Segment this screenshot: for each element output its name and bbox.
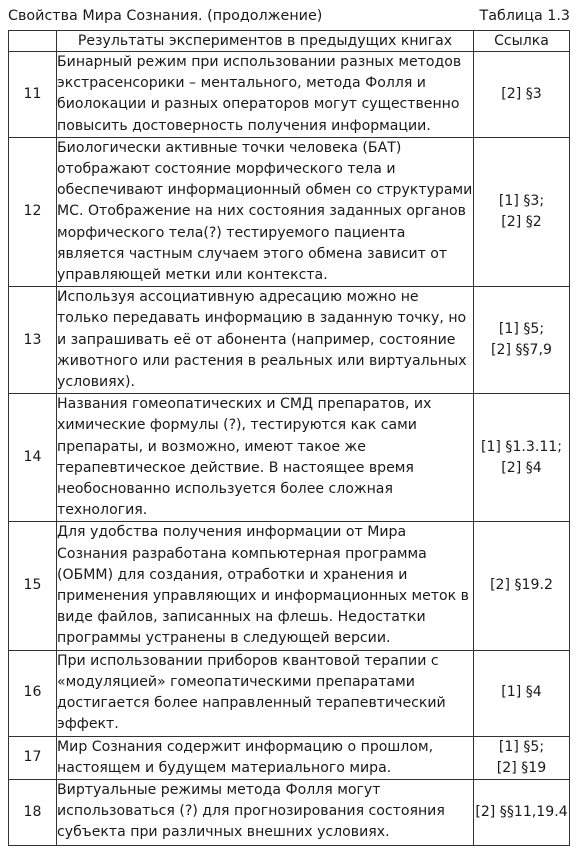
row-reference xyxy=(474,52,570,138)
row-result-text: Виртуальные режимы метода Фолля могут использоваться (?) для прогнозирования состояния субъекта при различных внешних условиях. xyxy=(57,779,474,845)
table-caption xyxy=(8,4,570,28)
table-row xyxy=(9,287,570,394)
reference-line: [1] §1.3.11; xyxy=(480,438,563,455)
row-result-text: При использовании приборов квантовой терапии с «модуляцией» гомеопатическими препаратами достигается более направленный терапевтический эффект. xyxy=(57,650,474,736)
reference-line: [1] §5; xyxy=(498,738,545,755)
header-reference: Ссылка xyxy=(474,31,570,52)
row-reference xyxy=(474,650,570,736)
row-number: 18 xyxy=(9,779,57,845)
row-result-text: Биологически активные точки человека (БАТ) отображают состояние морфического тела и обеспечивают информационный обмен со структурами МС. Отображение на них состояния заданных органов морфического тела(?) тестируемого пациента является частным случаем этого обмена зависит от управляющей метки или контекста. xyxy=(57,137,474,286)
row-number: 12 xyxy=(9,137,57,286)
row-result-text: Названия гомеопатических и СМД препаратов, их химические формулы (?), тестируются как сами препараты, и возможно, имеют такое же терапевтическое действие. В настоящее время необоснованно используется более сложная технология. xyxy=(57,394,474,522)
row-reference xyxy=(474,137,570,286)
table-body xyxy=(9,52,570,846)
table-row xyxy=(9,52,570,138)
header-results: Результаты экспериментов в предыдущих книгах xyxy=(57,31,474,52)
table-row xyxy=(9,137,570,286)
row-number: 15 xyxy=(9,522,57,650)
reference-line: [1] §3; xyxy=(498,192,545,209)
row-result-text: Бинарный режим при использовании разных методов экстрасенсорики – ментального, метода Фолля и биолокации и разных операторов могут существенно повысить достоверность получения информации. xyxy=(57,52,474,138)
row-number: 16 xyxy=(9,650,57,736)
row-number: 17 xyxy=(9,736,57,779)
row-number: 14 xyxy=(9,394,57,522)
table-row xyxy=(9,736,570,779)
row-reference xyxy=(474,779,570,845)
reference-line: [2] §2 xyxy=(501,214,542,231)
reference-line: [2] §§11,19.4 xyxy=(475,803,568,820)
row-result-text: Для удобства получения информации от Мира Сознания разработана компьютерная программа (ОБММ) для создания, отработки и хранения и применения управляющих и информационных меток в виде файлов, записанных на флешь. Недостатки программы устранены в следующей версии. xyxy=(57,522,474,650)
reference-line: [2] §19.2 xyxy=(490,577,553,594)
row-result-text: Используя ассоциативную адресацию можно не только передавать информацию в заданную точку, но и запрашивать её от абонента (например, состояние животного или растения в реальных или виртуальных условиях). xyxy=(57,287,474,394)
table-row xyxy=(9,394,570,522)
table-number: Таблица 1.3 xyxy=(479,8,570,24)
row-reference xyxy=(474,394,570,522)
table-caption-title: Свойства Мира Сознания. (продолжение) xyxy=(8,8,323,24)
reference-line: [2] §3 xyxy=(501,85,542,102)
reference-line: [2] §§7,9 xyxy=(491,342,552,359)
reference-line: [2] §19 xyxy=(496,759,547,776)
row-reference xyxy=(474,736,570,779)
reference-line: [1] §4 xyxy=(501,684,542,701)
row-reference xyxy=(474,287,570,394)
reference-line: [2] §4 xyxy=(501,459,542,476)
row-result-text: Мир Сознания содержит информацию о прошлом, настоящем и будущем материального мира. xyxy=(57,736,474,779)
table-header-row xyxy=(9,31,570,52)
row-reference xyxy=(474,522,570,650)
table-row xyxy=(9,650,570,736)
reference-line: [1] §5; xyxy=(498,321,545,338)
table-row xyxy=(9,522,570,650)
row-number: 11 xyxy=(9,52,57,138)
header-number xyxy=(9,31,57,52)
row-number: 13 xyxy=(9,287,57,394)
results-table xyxy=(8,30,570,846)
table-row xyxy=(9,779,570,845)
